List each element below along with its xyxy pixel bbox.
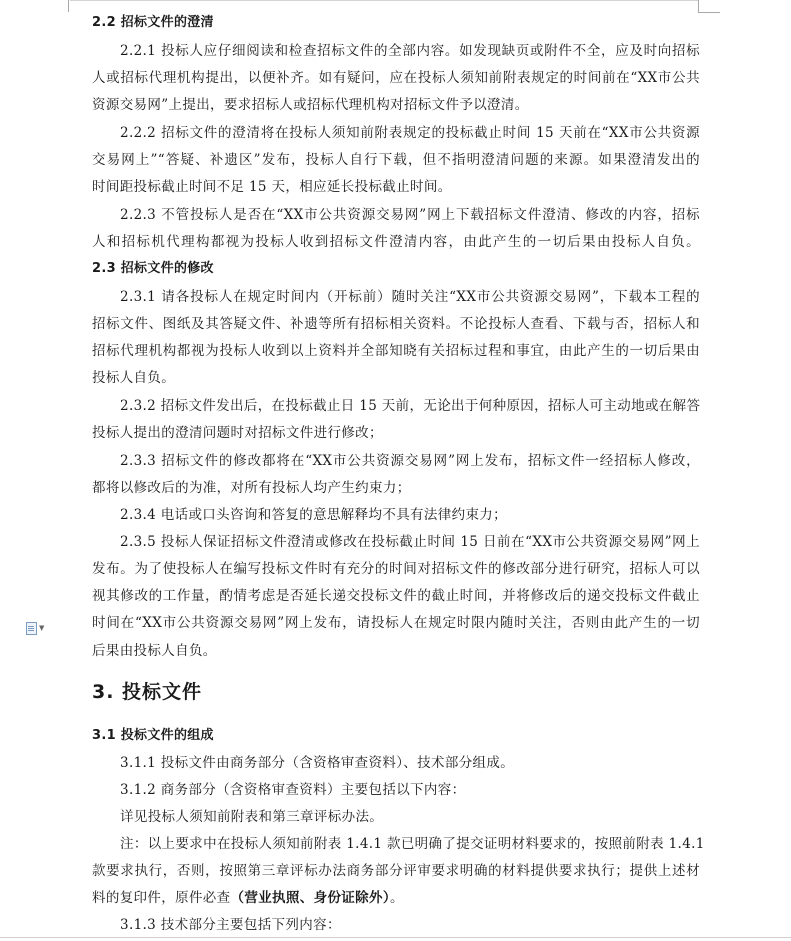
paragraph-line: 2.3.1 请各投标人在规定时间内（开标前）随时关注“XX市公共资源交易网”，下载本工程的 bbox=[120, 289, 700, 305]
section-heading: 2.2 招标文件的澄清 bbox=[92, 15, 214, 30]
paragraph-line: 款要求执行，否则，按照第三章评标办法商务部分评审要求明确的材料提供要求执行；提供上述材 bbox=[92, 863, 700, 879]
paragraph-line: 视其修改的工作量，酌情考虑是否延长递交投标文件的截止时间，并将修改后的递交投标文件截止 bbox=[92, 588, 700, 604]
paragraph-line: 2.2.1 投标人应仔细阅读和检查招标文件的全部内容。如发现缺页或附件不全，应及时向招标 bbox=[120, 43, 700, 59]
paragraph-line: 投标人自负。 bbox=[92, 370, 176, 386]
paragraph-line: 时间距投标截止时间不足 15 天，相应延长投标截止时间。 bbox=[92, 179, 452, 195]
paragraph-line: 人或招标代理机构提出，以便补齐。如有疑问，应在投标人须知前附表规定的时间前在“XX市公共 bbox=[92, 70, 700, 86]
paragraph-line: 都将以修改后的为准，对所有投标人均产生约束力； bbox=[92, 480, 411, 496]
paragraph-line: 详见投标人须知前附表和第三章评标办法。 bbox=[120, 809, 384, 825]
paragraph-line: 时间在“XX市公共资源交易网”网上发布，请投标人在规定时限内随时关注，否则由此产生的一切 bbox=[92, 615, 700, 631]
page-corner-mark-right-h bbox=[698, 12, 720, 14]
paragraph-line: 投标人提出的澄清问题时对招标文件进行修改； bbox=[92, 425, 383, 441]
paragraph-line: 2.3.2 招标文件发出后，在投标截止日 15 天前，无论出于何种原因，招标人可主动地或在解答 bbox=[120, 398, 701, 414]
paragraph-line: 3.1.3 技术部分主要包括下列内容： bbox=[120, 917, 341, 933]
chevron-down-icon: ▼ bbox=[39, 623, 45, 632]
paragraph-line: 3.1.1 投标文件由商务部分（含资格审查资料）、技术部分组成。 bbox=[120, 755, 515, 771]
paragraph-line: 招标代理机构都视为投标人收到以上资料并全部知晓有关招标过程和事宜，由此产生的一切后果由 bbox=[92, 343, 700, 359]
bold-text: （营业执照、身份证除外） bbox=[230, 890, 390, 906]
paragraph-text: 料的复印件，原件必查 bbox=[92, 890, 231, 906]
paragraph-line: 发布。为了使投标人在编写投标文件时有充分的时间对招标文件的修改部分进行研究，招标人可以 bbox=[92, 561, 700, 577]
page-icon bbox=[26, 622, 37, 635]
document-options-icon[interactable] bbox=[26, 621, 48, 635]
paragraph-line: 2.2.3 不管投标人是否在“XX市公共资源交易网”网上下载招标文件澄清、修改的内容，招标 bbox=[120, 207, 700, 223]
section-heading: 3.1 投标文件的组成 bbox=[92, 728, 214, 743]
paragraph-text: 。 bbox=[389, 890, 404, 906]
paragraph-line: 2.3.5 投标人保证招标文件澄清或修改在投标截止时间 15 日前在“XX市公共资源交易网”网上 bbox=[120, 534, 700, 550]
section-heading: 2.3 招标文件的修改 bbox=[92, 261, 214, 276]
paragraph-line: 人和招标机代理构都视为投标人收到招标文件澄清内容，由此产生的一切后果由投标人自负。 bbox=[92, 234, 700, 250]
page-bottom-rule bbox=[0, 937, 791, 938]
paragraph-line: 注：以上要求中在投标人须知前附表 1.4.1 款已明确了提交证明材料要求的，按照前附表 1.4.1 bbox=[120, 836, 705, 852]
paragraph-line: 招标文件、图纸及其答疑文件、补遗等所有招标相关资料。不论投标人查看、下载与否，招标人和 bbox=[92, 316, 700, 332]
paragraph-line: 资源交易网”上提出，要求招标人或招标代理机构对招标文件予以澄清。 bbox=[92, 97, 529, 113]
paragraph-line: 2.3.4 电话或口头咨询和答复的意思解释均不具有法律约束力； bbox=[120, 507, 507, 523]
chapter-heading: 3. 投标文件 bbox=[92, 681, 203, 703]
paragraph-line bbox=[92, 889, 404, 907]
paragraph-line: 交易网上”“答疑、补遗区”发布，投标人自行下载，但不指明澄清问题的来源。如果澄清发出的 bbox=[92, 152, 700, 168]
page-top-rule bbox=[70, 0, 698, 1]
page-corner-mark-left bbox=[68, 0, 70, 12]
page-corner-mark-right bbox=[698, 0, 700, 12]
paragraph-line: 3.1.2 商务部分（含资格审查资料）主要包括以下内容： bbox=[120, 782, 466, 798]
paragraph-line: 2.3.3 招标文件的修改都将在“XX市公共资源交易网”网上发布，招标文件一经招标人修改， bbox=[120, 453, 700, 469]
paragraph-line: 2.2.2 招标文件的澄清将在投标人须知前附表规定的投标截止时间 15 天前在“XX市公共资源 bbox=[120, 125, 700, 141]
paragraph-line: 后果由投标人自负。 bbox=[92, 643, 217, 659]
